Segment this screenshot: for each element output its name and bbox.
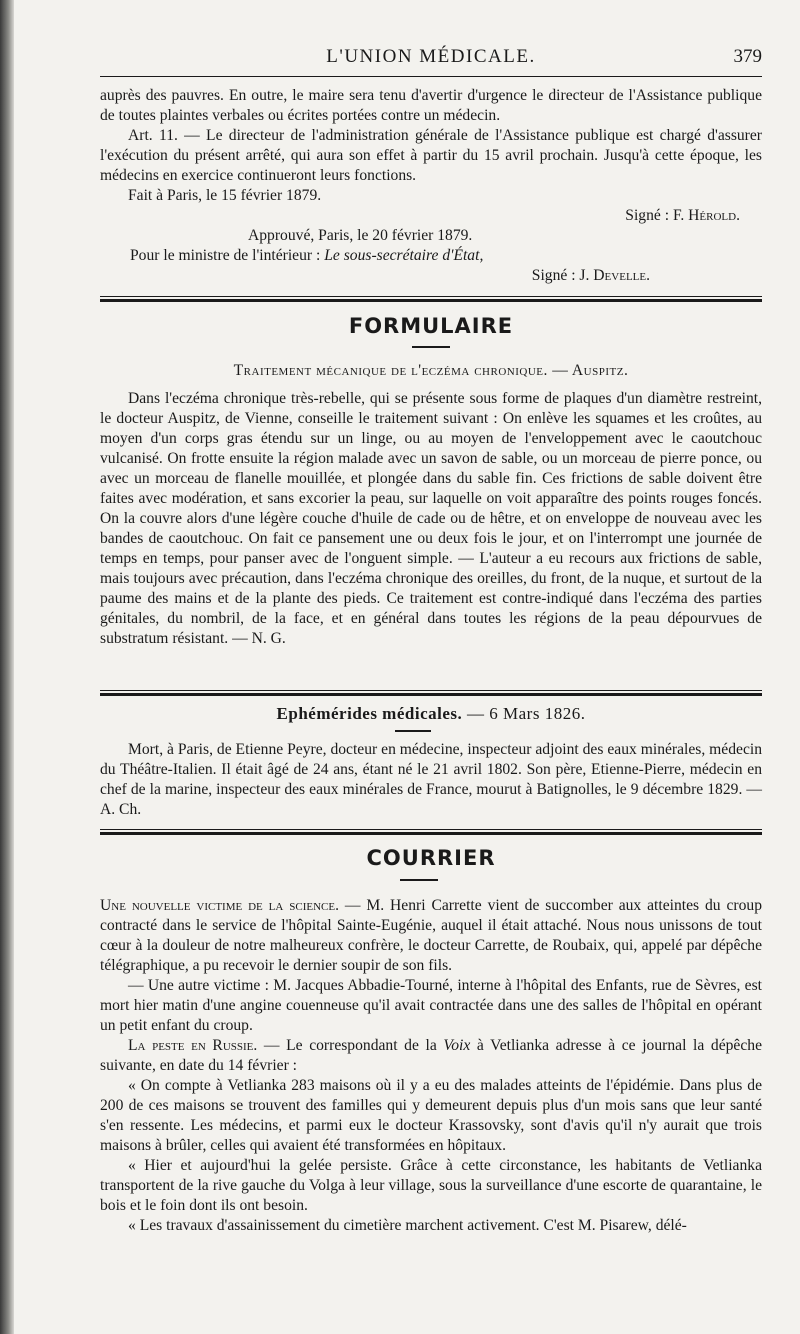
section-rule-top bbox=[100, 296, 762, 297]
courrier-rule-thick bbox=[100, 832, 762, 835]
fait-a-paris: Fait à Paris, le 15 février 1879. bbox=[128, 187, 322, 204]
courrier-rule-top bbox=[100, 829, 762, 830]
article-11-text: — Le directeur de l'administration générale de l'Assistance publique est chargé d'assurer l'exécution du présent arrêté, qui aura son effet à partir du 15 avril prochain. Jusqu'à cette époque, les médecins en exercice continueront leurs fonctions. bbox=[100, 127, 762, 184]
pour-le-ministre: Pour le ministre de l'intérieur : Le sous-secrétaire d'État, bbox=[130, 247, 484, 264]
ephemerides-rule-thick bbox=[100, 693, 762, 696]
courrier-heading: COURRIER bbox=[366, 846, 496, 870]
signature-develle: Signé : J. Develle. bbox=[531, 267, 650, 284]
book-spine-shadow bbox=[0, 0, 14, 1334]
header-rule bbox=[100, 76, 762, 77]
ephemerides-heading bbox=[100, 704, 762, 724]
voix-journal: Voix bbox=[443, 1037, 471, 1054]
courrier-short-rule bbox=[400, 879, 438, 881]
running-header bbox=[100, 42, 762, 72]
ephemerides-date: — 6 Mars 1826. bbox=[462, 704, 586, 723]
formulaire-heading: FORMULAIRE bbox=[348, 314, 514, 338]
formulaire-text: Dans l'eczéma chronique très-rebelle, qui se présente sous forme de plaques d'un diamètre restreint, le docteur Auspitz, de Vienne, conseille le traitement suivant : On enlève les squames et les croûtes, au moyen d'un corps gras étendu sur un linge, ou au moyen de l'enveloppement avec le caoutchouc vulcanisé. On frotte ensuite la région malade avec un savon de sable, ou un morceau de pierre ponce, ou avec un morceau de flanelle mouillée, et plongée dans du sable fin. Ces frictions de sable doivent être faites avec modération, et sans excorier la peau, sur laquelle on voit apparaître des points rouges foncés. On la couvre alors d'une légère couche d'huile de cade ou de hêtre, et on enveloppe de nouveau avec les bandes de caoutchouc. On fait ce pansement une ou deux fois le jour, et on l'interrompt une journée de temps en temps, pour panser avec de l'onguent simple. — L'auteur a eu recours aux frictions de sable, mais toujours avec précaution, dans l'eczéma chronique des oreilles, du front, de la nuque, et surtout de la paume des mains et de la plante des pieds. Ce traitement est contre-indiqué dans l'eczéma des parties génitales, du nombril, de la face, et en général dans toutes les régions de la peau dépourvues de substratum résistant. — N. G. bbox=[100, 390, 762, 647]
section-rule-thick bbox=[100, 299, 762, 302]
page-number: 379 bbox=[733, 46, 762, 67]
ephemerides-short-rule bbox=[395, 730, 431, 732]
signature-herold: Signé : F. Hérold. bbox=[625, 207, 740, 224]
quote-cimetiere: « Les travaux d'assainissement du cimetière marchent activement. C'est M. Pisarew, délé- bbox=[128, 1217, 687, 1234]
para-pauvres: auprès des pauvres. En outre, le maire sera tenu d'avertir d'urgence le directeur de l'Assistance publique de toutes plaintes verbales ou écrites portées contre un médecin. bbox=[100, 87, 762, 124]
approuve-line: Approuvé, Paris, le 20 février 1879. bbox=[248, 227, 473, 244]
journal-title: L'UNION MÉDICALE. bbox=[326, 46, 536, 67]
sous-secretaire: Le sous-secrétaire d'État, bbox=[324, 247, 484, 264]
formulaire-body bbox=[100, 389, 762, 649]
courrier-abbadie: — Une autre victime : M. Jacques Abbadie-Tourné, interne à l'hôpital des Enfants, rue de Sèvres, est mort hier matin d'une angine couenneuse qu'il avait contractée dans une des salles de l'hôpital en opérant un petit enfant du croup. bbox=[100, 977, 762, 1034]
ephemerides-title: Ephémérides médicales. bbox=[276, 704, 463, 723]
ephemerides-text: Mort, à Paris, de Etienne Peyre, docteur en médecine, inspecteur adjoint des eaux minérales, médecin du Théâtre-Italien. Il était âgé de 24 ans, étant né le 21 avril 1802. Son père, Etienne-Pierre, médecin en chef de la marine, inspecteur des eaux minérales de France, mourut à Batignolles, le 9 décembre 1829. — A. Ch. bbox=[100, 741, 762, 818]
courrier-carrette: Une nouvelle victime de la science. — M. Henri Carrette vient de succomber aux atteintes du croup contracté dans le service de l'hôpital Sainte-Eugénie, auquel il était attaché. Nous nous unissons de tout cœur à la douleur de notre malheureux confrère, le docteur Carrette, de Roubaix, qui, appelé par dépêche télégraphique, a pu recevoir le dernier soupir de son fils. bbox=[100, 897, 762, 974]
quote-gelee: « Hier et aujourd'hui la gelée persiste. Grâce à cette circonstance, les habitants de Vetlianka transportent de la rive gauche du Volga à leur village, sous la surveillance d'une escorte de quarantaine, le bois et le foin dont ils ont besoin. bbox=[100, 1157, 762, 1214]
article-11-label: Art. 11. bbox=[128, 127, 178, 144]
quote-maisons: « On compte à Vetlianka 283 maisons où il y a eu des malades atteints de l'épidémie. Dans plus de 200 de ces maisons se trouvent des familles qui y demeurent depuis plus d'un mois sans que leur santé s'en ressente. Les médecins, et parmi eux le docteur Krassovsky, sont d'avis qu'il n'y aurait que trois maisons à brûler, celles qui avaient été transformées en hôpitaux. bbox=[100, 1077, 762, 1154]
formulaire-subtitle: Traitement mécanique de l'eczéma chronique. — Auspitz. bbox=[233, 362, 629, 379]
signatory-herold: Hérold. bbox=[688, 207, 740, 224]
courrier-lead-victime: Une nouvelle victime de la science. bbox=[100, 897, 339, 914]
ephemerides-rule-top bbox=[100, 690, 762, 691]
ephemerides-body bbox=[100, 740, 762, 820]
article-11 bbox=[100, 126, 762, 186]
courrier-lead-peste: La peste en Russie. bbox=[128, 1037, 258, 1054]
formulaire-short-rule bbox=[412, 346, 450, 348]
courrier-body bbox=[100, 896, 762, 1236]
courrier-peste: La peste en Russie. — Le correspondant de la Voix à Vetlianka adresse à ce journal la dépêche suivante, en date du 14 février : bbox=[100, 1037, 762, 1074]
signatory-develle: Develle. bbox=[593, 267, 650, 284]
arrete-continuation bbox=[100, 86, 762, 286]
